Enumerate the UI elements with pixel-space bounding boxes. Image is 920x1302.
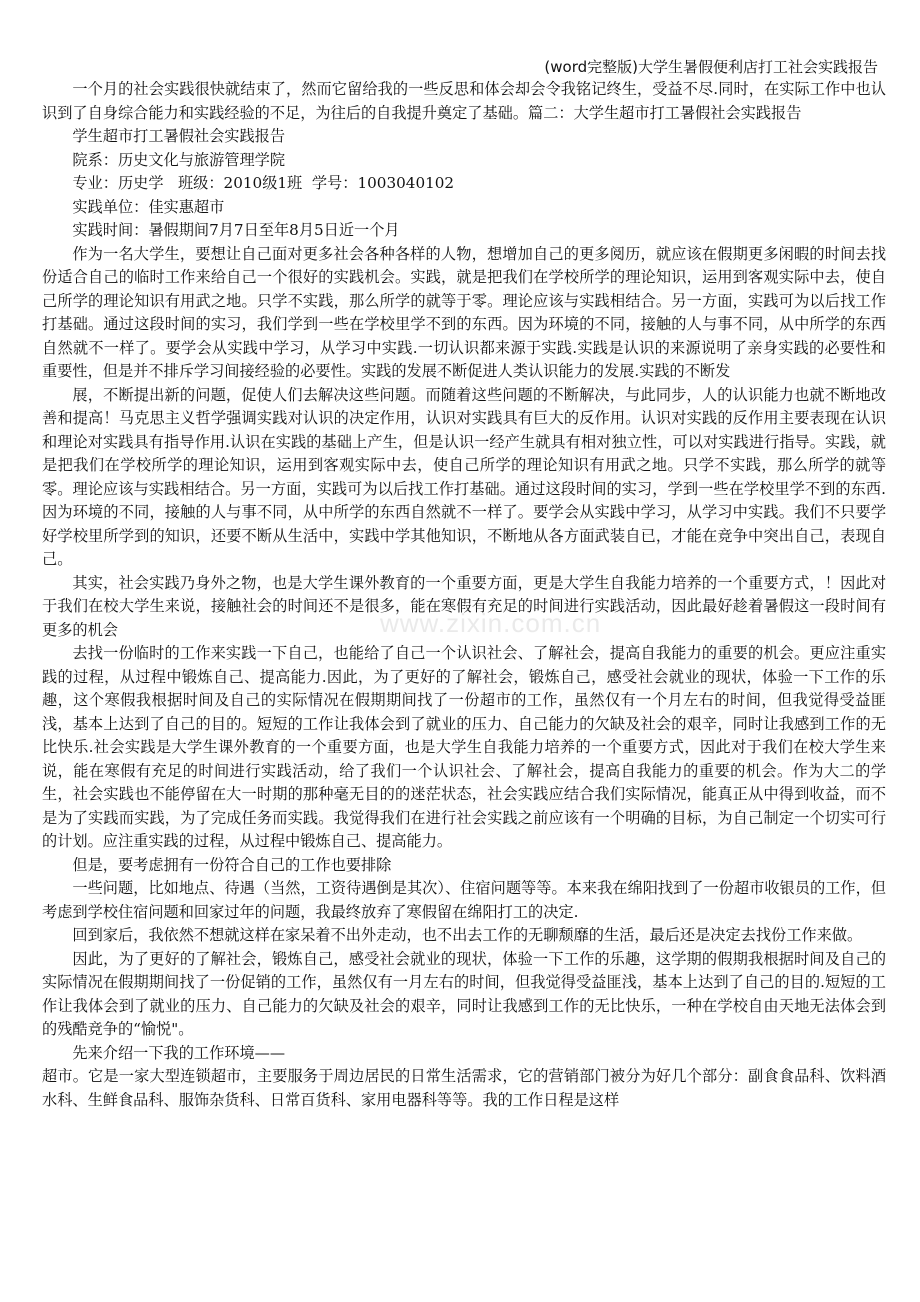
paragraph-social-practice: 其实，社会实践乃身外之物，也是大学生课外教育的一个重要方面，更是大学生自我能力培养的一个重要方式，！因此对于我们在校大学生来说，接触社会的时间还不是很多，能在寒假有充足的时间进行实践活动，因此最好趁着暑假这一段时间有更多的机会: [42, 573, 886, 639]
paragraph-intro-summary: 一个月的社会实践很快就结束了，然而它留给我的一些反思和体会却会令我铭记终生，受益不尽.同时，在实际工作中也认识到了自身综合能力和实践经验的不足，为往后的自我提升奠定了基础。篇二：大学生超市打工暑假社会实践报告: [42, 80, 886, 122]
info-department: 院系：历史文化与旅游管理学院: [72, 150, 286, 169]
paragraph-back-home: 回到家后，我依然不想就这样在家呆着不出外走动，也不出去工作的无聊颓靡的生活，最后还是决定去找份工作来做。: [72, 926, 863, 944]
paragraph-job-problems: 一些问题，比如地点、待遇（当然，工资待遇倒是其次）、住宿问题等等。本来我在绵阳找到了一份超市收银员的工作，但考虑到学校住宿问题和回家过年的问题，我最终放弃了寒假留在绵阳打工的决定.: [42, 879, 886, 921]
watermark-text: www.zixin.com.cn: [380, 608, 602, 638]
info-practice-unit: 实践单位：佳实惠超市: [72, 197, 225, 216]
document-body: [42, 78, 886, 1112]
paragraph-job-consideration: 但是，要考虑拥有一份符合自己的工作也要排除: [72, 855, 392, 874]
paragraph-practice-theory: 展，不断提出新的问题，促使人们去解决这些问题。而随着这些问题的不断解决，与此同步，人的认识能力也就不断地改善和提高！马克思主义哲学强调实践对认识的决定作用，认识对实践具有巨大的反作用。认识对实践的反作用主要表现在认识和理论对实践具有指导作用.认识在实践的基础上产生，但是认识一经产生就具有相对独立性，可以对实践进行指导。实践，就是把我们在学校所学的理论知识，运用到客观实际中去，使自己所学的理论知识有用武之地。只学不实践，那么所学的就等零。理论应该与实践相结合。另一方面，实践可为以后找工作打基础。通过这段时间的实习，学到一些在学校里学不到的东西.因为环境的不同，接触的人与事不同，从中所学的东西自然就不一样了。要学会从实践中学习，从学习中实践。我们不只要学好学校里所学到的知识，还要不断从生活中，实践中学其他知识，不断地从各方面武装自已，才能在竞争中突出自己，表现自己。: [42, 385, 886, 568]
paragraph-supermarket-description: 超市。它是一家大型连锁超市，主要服务于周边居民的日常生活需求，它的营销部门被分为好几个部分：副食食品科、饮料酒水科、生鲜食品科、服饰杂货科、日常百货科、家用电器科等等。我的工作日程是这样: [42, 1067, 886, 1109]
document-header-title: (word完整版)大学生暑假便利店打工社会实践报告: [544, 58, 878, 76]
paragraph-promotion-job: 因此，为了更好的了解社会，锻炼自己，感受社会就业的现状，体验一下工作的乐趣，这学期的假期我根据时间及自己的实际情况在假期期间找了一份促销的工作，虽然仅有一月左右的时间，但我觉得受益匪浅，基本上达到了自己的目的.短短的工作让我体会到了就业的压力、自己能力的欠缺及社会的艰辛，同时让我感到工作的无比快乐，一种在学校自由天地无法体会到的残酷竞争的“愉悦"。: [42, 949, 886, 1038]
info-major-class-id: 专业：历史学 班级：2010级1班 学号：1003040102: [72, 174, 455, 192]
report-title: 学生超市打工暑假社会实践报告: [72, 127, 286, 145]
paragraph-practice-meaning: 作为一名大学生，要想让自己面对更多社会各种各样的人物，想增加自己的更多阅历，就应该在假期更多闲暇的时间去找份适合自己的临时工作来给自己一个很好的实践机会。实践，就是把我们在学校所学的理论知识，运用到客观实际中去，使自己所学的理论知识有用武之地。只学不实践，那么所学的就等于零。理论应该与实践相结合。另一方面，实践可为以后找工作打基础。通过这段时间的实习，我们学到一些在学校里学不到的东西。因为环境的不同，接触的人与事不同，从中所学的东西自然就不一样了。要学会从实践中学习，从学习中实践.一切认识都来源于实践.实践是认识的来源说明了亲身实践的必要性和重要性，但是并不排斥学习间接经验的必要性。实践的发展不断促进人类认识能力的发展.实践的不断发: [42, 244, 886, 380]
paragraph-temporary-job: 去找一份临时的工作来实践一下自己，也能给了自己一个认识社会、了解社会，提高自我能力的重要的机会。更应注重实践的过程，从过程中锻炼自己、提高能力.因此，为了更好的了解社会，锻炼自己，感受社会就业的现状，体验一下工作的乐趣，这个寒假我根据时间及自己的实际情况在假期期间找了一份超市的工作，虽然仅有一个月左右的时间，但我觉得受益匪浅，基本上达到了自己的目的。短短的工作让我体会到了就业的压力、自己能力的欠缺及社会的艰辛，同时让我感到工作的无比快乐.社会实践是大学生课外教育的一个重要方面，也是大学生自我能力培养的一个重要方式，因此对于我们在校大学生来说，能在寒假有充足的时间进行实践活动，给了我们一个认识社会、了解社会，提高自我能力的重要的机会。作为大二的学生，社会实践也不能停留在大一时期的那种毫无目的的迷茫状态，社会实践应结合我们实际情况，能真正从中得到收益，而不是为了实践而实践，为了完成任务而实践。我觉得我们在进行社会实践之前应该有一个明确的目标，为自己制定一个切实可行的计划。应注重实践的过程，从过程中锻炼自己、提高能力。: [42, 644, 886, 850]
info-practice-time: 实践时间：暑假期间7月7日至年8月5日近一个月: [72, 221, 400, 239]
paragraph-work-environment-intro: 先来介绍一下我的工作环境——: [72, 1043, 286, 1062]
